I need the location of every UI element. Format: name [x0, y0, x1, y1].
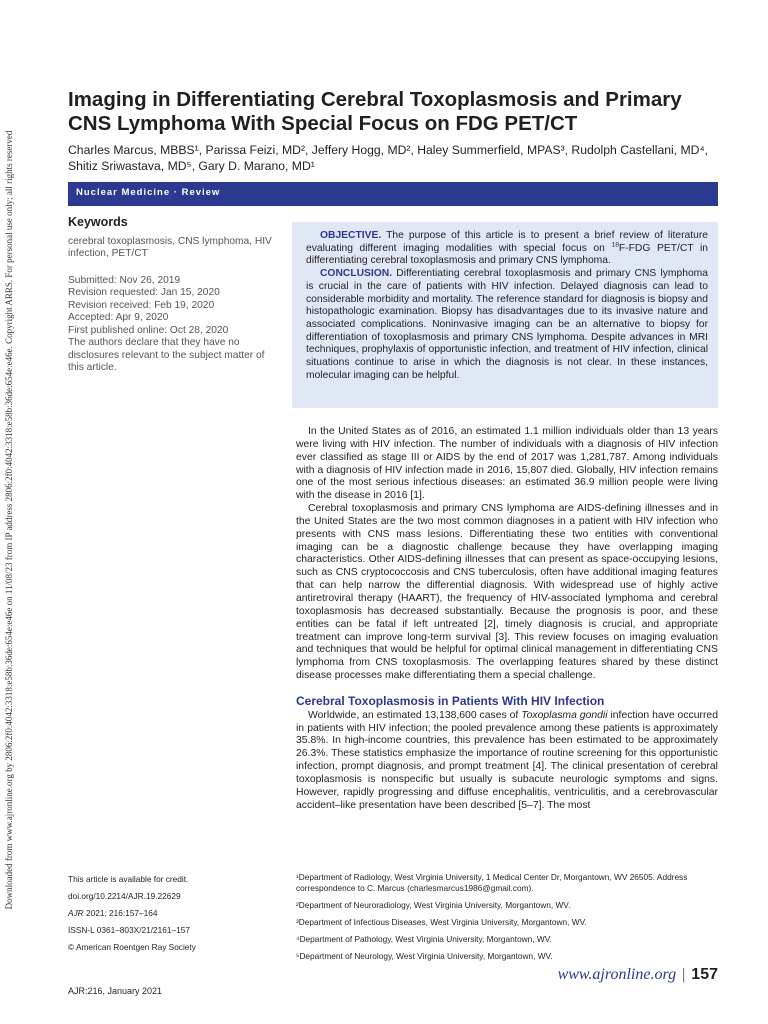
affiliation-item: ²Department of Neuroradiology, West Virginia University, Morgantown, WV. — [296, 900, 571, 910]
affiliation-item: ¹Department of Radiology, West Virginia University, 1 Medical Center Dr, Morgantown, WV 26505. Address correspondence to C. Marcus (charlesmarcus1986@gmail.com). — [296, 872, 688, 893]
paragraph-text-start: Worldwide, an estimated 13,138,600 cases of — [308, 709, 522, 721]
keywords-heading: Keywords — [68, 215, 128, 229]
history-revision-requested: Revision requested: Jan 15, 2020 — [68, 287, 220, 298]
history-first-published: First published online: Oct 28, 2020 — [68, 324, 229, 336]
keywords-text: cerebral toxoplasmosis, CNS lymphoma, HIV infection, PET/CT — [68, 235, 272, 259]
body-paragraph — [296, 710, 718, 813]
conclusion-label: CONCLUSION. — [320, 268, 393, 280]
paragraph-text-end: infection have occurred in patients with HIV infection; the pooled prevalence among these patients is approximately 35.8%. In high-income countries, this prevalence has been estimated to be approximately 26.3%. These statistics emphasize the importance of routine screening for this opportunistic infection, prompt diagnosis, and prompt treatment [4]. The clinical presentation of cerebral toxoplasmosis is nonspecific but usually is subacute neurologic symptoms and signs. However, rapidly progressing and diffuse encephalitis, ventriculitis, and a cerebrovascular accident–like presentation have been described [5–7]. The most — [296, 709, 718, 811]
abstract-conclusion — [306, 268, 708, 382]
species-name: Toxoplasma gondii — [521, 709, 608, 721]
affiliation-item: ⁵Department of Neurology, West Virginia University, Morgantown, WV. — [296, 951, 553, 961]
objective-superscript: 18 — [611, 241, 619, 249]
journal-issue-date: AJR:216, January 2021 — [68, 986, 163, 996]
article-title: Imaging in Differentiating Cerebral Toxoplasmosis and Primary CNS Lymphoma With Special Focus on FDG PET/CT — [68, 88, 682, 135]
disclosure-statement: The authors declare that they have no disclosures relevant to the subject matter of this article. — [68, 337, 265, 373]
citation-details: 2021; 216:157–164 — [83, 908, 158, 918]
author-list: Charles Marcus, MBBS¹, Parissa Feizi, MD², Jeffery Hogg, MD², Haley Summerfield, MPAS³, Rudolph Castellani, MD⁴, Shitiz Sriwastava, MD⁵, Gary D. Marano, MD¹ — [68, 143, 709, 173]
citation — [68, 908, 278, 919]
objective-label: OBJECTIVE. — [320, 230, 382, 241]
download-watermark — [2, 40, 16, 1000]
abstract-box — [292, 222, 718, 408]
history-revision-received: Revision received: Feb 19, 2020 — [68, 299, 215, 311]
body-paragraph: Cerebral toxoplasmosis and primary CNS lymphoma are AIDS-defining illnesses and in the United States are the two most common diagnoses in a patient with HIV infection who presents with CNS mass lesions. Differentiating these two entities with conventional imaging can be a diagnostic challenge because they have overlapping imaging characteristics. Other AIDS-defining illnesses that can present as space-occupying lesions, such as CNS cryptococcosis and CNS tuberculosis, often have additional imaging features that can help narrow the differential diagnosis. With widespread use of highly active antiretroviral therapy (HAART), the frequency of HIV-associated lymphoma and cerebral toxoplasmosis has decreased substantially. Because the prognosis is poor, and these entities can be fatal if left untreated [2], timely diagnosis is crucial, and appropriate treatment can improve long-term survival [3]. This review focuses on imaging evaluation and techniques that would be helpful for optimal clinical management in differentiating CNS lymphoma from CNS toxoplasmosis. The overlapping features shared by these distinct disease processes make differentiating them a special challenge. — [296, 503, 718, 682]
section-label: Nuclear Medicine · Review — [76, 187, 221, 198]
affiliations — [296, 872, 718, 968]
conclusion-text: Differentiating cerebral toxoplasmosis and primary CNS lymphoma is crucial in the care of patients with HIV infection. Delayed diagnosis can lead to considerable morbidity and mortality. The reference standard for diagnosis is biopsy and histopathologic examination. Biopsy has disadvantages due to its invasive nature and associated complications. Noninvasive imaging can be an alternative to biopsy for differentiation of toxoplasmosis and primary CNS lymphoma. Despite advances in MRI techniques, prophylaxis of opportunistic infection, and treatment of HIV infection, clinical situations continue to arise in which the diagnosis is not clear. In these instances, molecular imaging can be helpful. — [306, 268, 708, 381]
affiliation-item: ⁴Department of Pathology, West Virginia University, Morgantown, WV. — [296, 934, 552, 944]
section-heading: Cerebral Toxoplasmosis in Patients With HIV Infection — [296, 693, 605, 708]
affiliation-item: ³Department of Infectious Diseases, West Virginia University, Morgantown, WV. — [296, 917, 587, 927]
download-watermark-text: Downloaded from www.ajronline.org by 2806:2f0:4042:3318:e58b:36de:654e:e46e on 11/08/23 from IP address 2806:2f0:4042:3318:e58b:36de:654e:e46e. Copyright ARRS. For personal use only; all rights reserved — [4, 130, 14, 910]
page-footer — [558, 966, 718, 984]
objective-text-start: The purpose of this article is to present a brief review of literature evaluating different imaging modalities with special focus on — [306, 230, 708, 254]
article-history — [68, 275, 278, 338]
abstract-objective — [306, 230, 708, 268]
copyright: © American Roentgen Ray Society — [68, 942, 196, 952]
article-sidebar — [68, 216, 278, 375]
page-number: 157 — [691, 966, 718, 983]
article-body — [296, 426, 718, 812]
section-banner — [68, 182, 718, 206]
journal-website-link[interactable]: www.ajronline.org — [557, 966, 677, 983]
objective-text-end: F-FDG PET/CT in differentiating cerebral toxoplasmosis and primary CNS lymphoma. — [306, 242, 708, 267]
credit-info — [68, 874, 278, 959]
body-paragraph: In the United States as of 2016, an estimated 1.1 million individuals older than 13 years were living with HIV infection. The number of individuals with a diagnosis of HIV infection ever classified as stage III or AIDS by the end of 2017 was 1,281,787. Among individuals with a diagnosis of HIV infection made in 2016, 15,807 died. Globally, HIV infection remains one of the most serious infectious diseases: an estimated 36.9 million people were living with the disease in 2016 [1]. — [296, 426, 718, 502]
issn: ISSN-L 0361–803X/21/2161–157 — [68, 925, 190, 935]
history-accepted: Accepted: Apr 9, 2020 — [68, 312, 169, 323]
doi-link[interactable]: doi.org/10.2214/AJR.19.22629 — [68, 891, 181, 901]
citation-journal: AJR — [68, 908, 84, 918]
credit-availability: This article is available for credit. — [68, 874, 189, 884]
history-submitted: Submitted: Nov 26, 2019 — [68, 274, 181, 286]
footer-separator: | — [682, 966, 686, 983]
